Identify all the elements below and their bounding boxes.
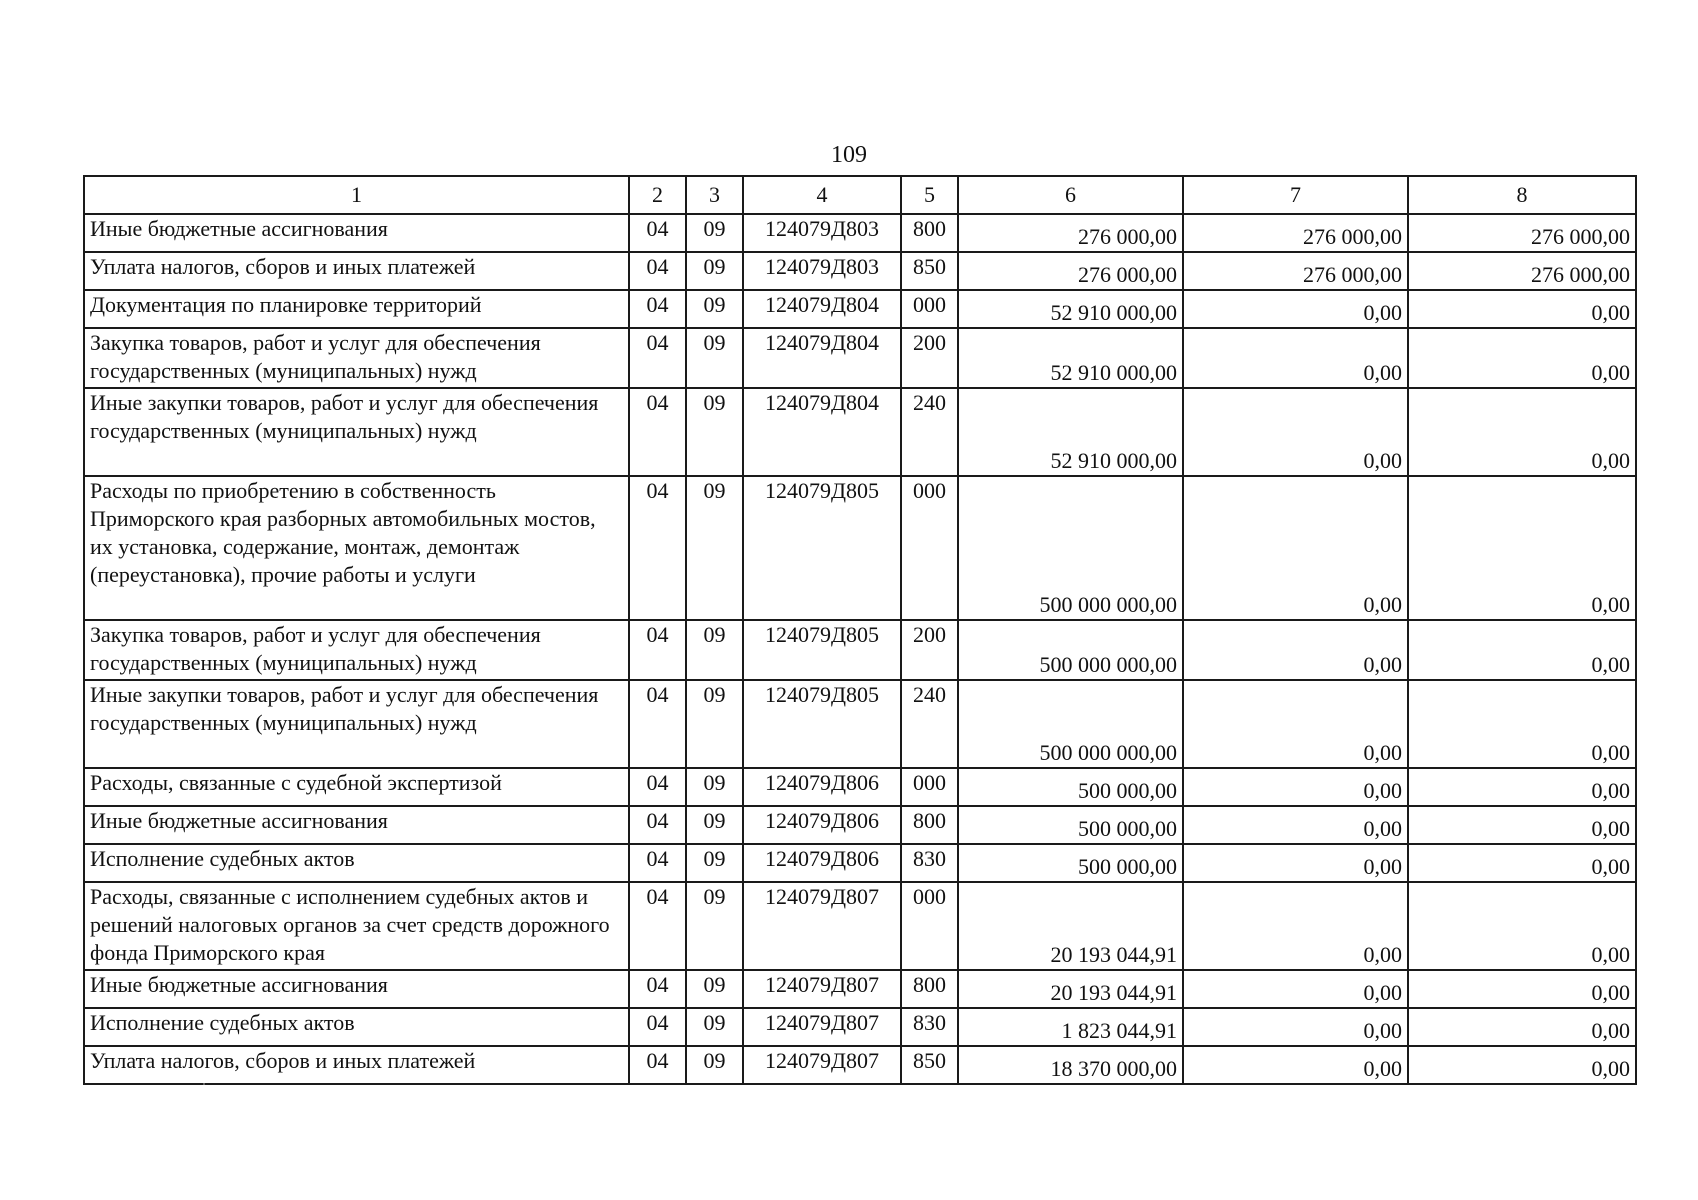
row-expense-type: 000 (901, 768, 958, 806)
row-name: Иные закупки товаров, работ и услуг для обеспечения государственных (муниципальных) нужд (84, 388, 629, 476)
row-amount-col6: 52 910 000,00 (958, 388, 1183, 476)
row-section: 04 (629, 970, 686, 1008)
row-amount-col6: 20 193 044,91 (958, 970, 1183, 1008)
row-expense-type: 200 (901, 328, 958, 388)
row-expense-type: 000 (901, 290, 958, 328)
row-section: 04 (629, 882, 686, 970)
row-amount-col8: 0,00 (1408, 290, 1636, 328)
table-row (84, 680, 1636, 768)
row-name: Иные бюджетные ассигнования (84, 806, 629, 844)
table-row (84, 768, 1636, 806)
row-expense-type: 800 (901, 806, 958, 844)
row-name: Расходы по приобретению в собственность Приморского края разборных автомобильных мостов, их установка, содержание, монтаж, демонтаж (переустановка), прочие работы и услуги (84, 476, 629, 620)
row-section: 04 (629, 844, 686, 882)
row-amount-col7: 0,00 (1183, 882, 1408, 970)
row-name: Иные бюджетные ассигнования (84, 970, 629, 1008)
header-cell: 6 (958, 176, 1183, 214)
row-subsection: 09 (686, 1046, 743, 1084)
row-section: 04 (629, 388, 686, 476)
row-amount-col8: 0,00 (1408, 970, 1636, 1008)
row-section: 04 (629, 806, 686, 844)
row-target-code: 124079Д804 (743, 328, 901, 388)
row-amount-col6: 20 193 044,91 (958, 882, 1183, 970)
row-expense-type: 800 (901, 970, 958, 1008)
row-amount-col8: 0,00 (1408, 1046, 1636, 1084)
budget-table (83, 175, 1637, 1085)
row-amount-col6: 18 370 000,00 (958, 1046, 1183, 1084)
row-amount-col7: 0,00 (1183, 768, 1408, 806)
row-amount-col8: 0,00 (1408, 388, 1636, 476)
header-cell: 1 (84, 176, 629, 214)
table-row (84, 844, 1636, 882)
page-number: 109 (831, 142, 867, 168)
row-amount-col6: 500 000,00 (958, 844, 1183, 882)
row-amount-col7: 0,00 (1183, 388, 1408, 476)
row-amount-col8: 0,00 (1408, 620, 1636, 680)
row-name: Документация по планировке территорий (84, 290, 629, 328)
row-expense-type: 850 (901, 1046, 958, 1084)
row-subsection: 09 (686, 252, 743, 290)
row-amount-col7: 0,00 (1183, 290, 1408, 328)
row-target-code: 124079Д807 (743, 1008, 901, 1046)
row-target-code: 124079Д805 (743, 620, 901, 680)
row-subsection: 09 (686, 882, 743, 970)
row-subsection: 09 (686, 806, 743, 844)
row-expense-type: 200 (901, 620, 958, 680)
row-target-code: 124079Д806 (743, 844, 901, 882)
header-cell: 2 (629, 176, 686, 214)
row-subsection: 09 (686, 768, 743, 806)
table-header-row (84, 176, 1636, 214)
row-section: 04 (629, 680, 686, 768)
row-section: 04 (629, 328, 686, 388)
table-row (84, 1046, 1636, 1084)
row-expense-type: 000 (901, 476, 958, 620)
row-amount-col8: 0,00 (1408, 680, 1636, 768)
row-amount-col6: 500 000 000,00 (958, 620, 1183, 680)
row-amount-col8: 276 000,00 (1408, 214, 1636, 252)
row-amount-col7: 0,00 (1183, 1046, 1408, 1084)
row-amount-col7: 276 000,00 (1183, 252, 1408, 290)
row-subsection: 09 (686, 620, 743, 680)
row-section: 04 (629, 620, 686, 680)
row-target-code: 124079Д803 (743, 214, 901, 252)
row-target-code: 124079Д804 (743, 388, 901, 476)
row-expense-type: 000 (901, 882, 958, 970)
row-subsection: 09 (686, 844, 743, 882)
table-row (84, 970, 1636, 1008)
row-expense-type: 800 (901, 214, 958, 252)
row-amount-col8: 276 000,00 (1408, 252, 1636, 290)
row-amount-col7: 0,00 (1183, 806, 1408, 844)
row-target-code: 124079Д806 (743, 806, 901, 844)
row-target-code: 124079Д807 (743, 1046, 901, 1084)
row-subsection: 09 (686, 970, 743, 1008)
table-row (84, 806, 1636, 844)
row-amount-col8: 0,00 (1408, 882, 1636, 970)
row-subsection: 09 (686, 680, 743, 768)
row-subsection: 09 (686, 476, 743, 620)
table-row (84, 620, 1636, 680)
row-amount-col6: 500 000 000,00 (958, 476, 1183, 620)
header-cell: 3 (686, 176, 743, 214)
row-expense-type: 240 (901, 680, 958, 768)
row-amount-col8: 0,00 (1408, 476, 1636, 620)
row-name: Расходы, связанные с исполнением судебных актов и решений налоговых органов за счет средств дорожного фонда Приморского края (84, 882, 629, 970)
header-cell: 7 (1183, 176, 1408, 214)
row-target-code: 124079Д805 (743, 680, 901, 768)
row-name: Закупка товаров, работ и услуг для обеспечения государственных (муниципальных) нужд (84, 328, 629, 388)
row-expense-type: 240 (901, 388, 958, 476)
row-amount-col6: 1 823 044,91 (958, 1008, 1183, 1046)
row-target-code: 124079Д805 (743, 476, 901, 620)
row-subsection: 09 (686, 290, 743, 328)
row-amount-col6: 276 000,00 (958, 252, 1183, 290)
header-cell: 5 (901, 176, 958, 214)
row-name: Иные бюджетные ассигнования (84, 214, 629, 252)
row-amount-col6: 52 910 000,00 (958, 328, 1183, 388)
row-target-code: 124079Д803 (743, 252, 901, 290)
row-amount-col7: 0,00 (1183, 1008, 1408, 1046)
row-subsection: 09 (686, 214, 743, 252)
row-amount-col8: 0,00 (1408, 328, 1636, 388)
row-section: 04 (629, 1046, 686, 1084)
table-row (84, 1008, 1636, 1046)
row-amount-col8: 0,00 (1408, 806, 1636, 844)
row-amount-col6: 276 000,00 (958, 214, 1183, 252)
row-section: 04 (629, 252, 686, 290)
row-amount-col7: 0,00 (1183, 844, 1408, 882)
row-name: Закупка товаров, работ и услуг для обеспечения государственных (муниципальных) нужд (84, 620, 629, 680)
table-row (84, 290, 1636, 328)
row-amount-col6: 500 000 000,00 (958, 680, 1183, 768)
row-target-code: 124079Д807 (743, 970, 901, 1008)
row-subsection: 09 (686, 388, 743, 476)
row-amount-col8: 0,00 (1408, 768, 1636, 806)
row-name: Расходы, связанные с судебной экспертизой (84, 768, 629, 806)
table-row (84, 252, 1636, 290)
row-section: 04 (629, 768, 686, 806)
row-amount-col8: 0,00 (1408, 844, 1636, 882)
row-name: Исполнение судебных актов (84, 844, 629, 882)
row-subsection: 09 (686, 328, 743, 388)
table-row (84, 476, 1636, 620)
row-amount-col7: 0,00 (1183, 970, 1408, 1008)
scan-speck (203, 1083, 205, 1085)
row-name: Иные закупки товаров, работ и услуг для обеспечения государственных (муниципальных) нужд (84, 680, 629, 768)
header-cell: 4 (743, 176, 901, 214)
row-amount-col8: 0,00 (1408, 1008, 1636, 1046)
header-cell: 8 (1408, 176, 1636, 214)
row-section: 04 (629, 214, 686, 252)
table-row (84, 388, 1636, 476)
row-section: 04 (629, 290, 686, 328)
row-amount-col7: 0,00 (1183, 328, 1408, 388)
table-row (84, 328, 1636, 388)
row-amount-col6: 52 910 000,00 (958, 290, 1183, 328)
row-target-code: 124079Д806 (743, 768, 901, 806)
row-expense-type: 830 (901, 1008, 958, 1046)
row-target-code: 124079Д804 (743, 290, 901, 328)
row-subsection: 09 (686, 1008, 743, 1046)
row-name: Уплата налогов, сборов и иных платежей (84, 252, 629, 290)
row-section: 04 (629, 1008, 686, 1046)
row-amount-col6: 500 000,00 (958, 768, 1183, 806)
row-section: 04 (629, 476, 686, 620)
row-target-code: 124079Д807 (743, 882, 901, 970)
table-row (84, 214, 1636, 252)
row-amount-col7: 0,00 (1183, 680, 1408, 768)
row-amount-col7: 0,00 (1183, 476, 1408, 620)
table-row (84, 882, 1636, 970)
row-name: Уплата налогов, сборов и иных платежей (84, 1046, 629, 1084)
row-expense-type: 830 (901, 844, 958, 882)
row-amount-col6: 500 000,00 (958, 806, 1183, 844)
row-name: Исполнение судебных актов (84, 1008, 629, 1046)
row-expense-type: 850 (901, 252, 958, 290)
row-amount-col7: 0,00 (1183, 620, 1408, 680)
row-amount-col7: 276 000,00 (1183, 214, 1408, 252)
